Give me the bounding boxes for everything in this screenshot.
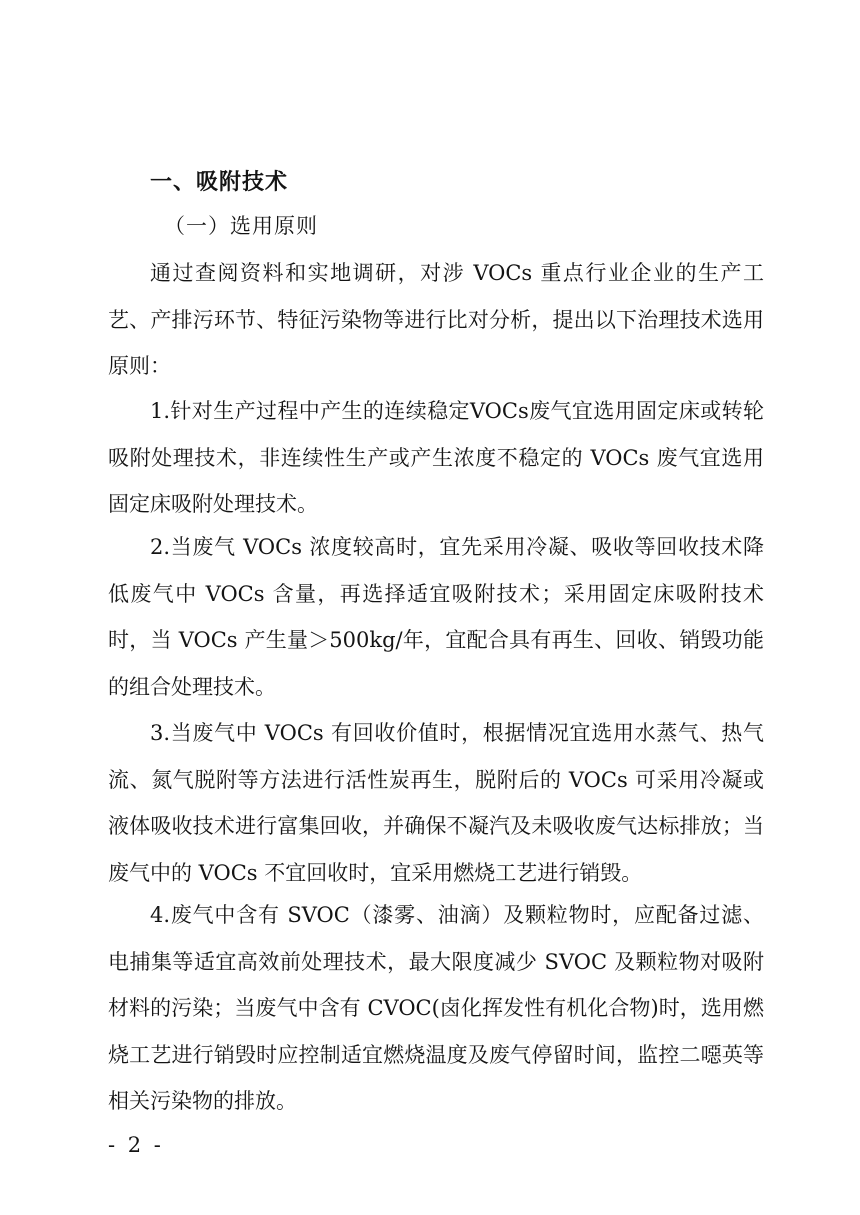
- paragraph-intro: 通过查阅资料和实地调研，对涉 VOCs 重点行业企业的生产工艺、产排污环节、特征污染物等进行比对分析，提出以下治理技术选用原则：: [108, 261, 764, 378]
- section-subheading: （一）选用原则: [164, 214, 318, 238]
- paragraph-item-2: 2.当废气 VOCs 浓度较高时，宜先采用冷凝、吸收等回收技术降低废气中 VOCs 含量，再选择适宜吸附技术；采用固定床吸附技术时，当 VOCs 产生量＞500kg/年，宜配合具有再生、回收、销毁功能的组合处理技术。: [108, 535, 764, 699]
- paragraph-item-4: 4.废气中含有 SVOC（漆雾、油滴）及颗粒物时，应配备过滤、电捕集等适宜高效前处理技术，最大限度减少 SVOC 及颗粒物对吸附材料的污染；当废气中含有 CVOC(卤化挥发性有机化合物)时，选用燃烧工艺进行销毁时应控制适宜燃烧温度及废气停留时间，监控二噁英等相关污染物的排放。: [108, 903, 764, 1113]
- paragraph-item-1: 1.针对生产过程中产生的连续稳定VOCs废气宜选用固定床或转轮吸附处理技术，非连续性生产或产生浓度不稳定的 VOCs 废气宜选用固定床吸附处理技术。: [108, 399, 764, 516]
- section-heading: 一、吸附技术: [150, 170, 289, 195]
- page-number: - 2 -: [108, 1133, 164, 1157]
- paragraph-item-3: 3.当废气中 VOCs 有回收价值时，根据情况宜选用水蒸气、热气流、氮气脱附等方法进行活性炭再生，脱附后的 VOCs 可采用冷凝或液体吸收技术进行富集回收，并确保不凝汽及未吸收废气达标排放；当废气中的 VOCs 不宜回收时，宜采用燃烧工艺进行销毁。: [108, 721, 764, 885]
